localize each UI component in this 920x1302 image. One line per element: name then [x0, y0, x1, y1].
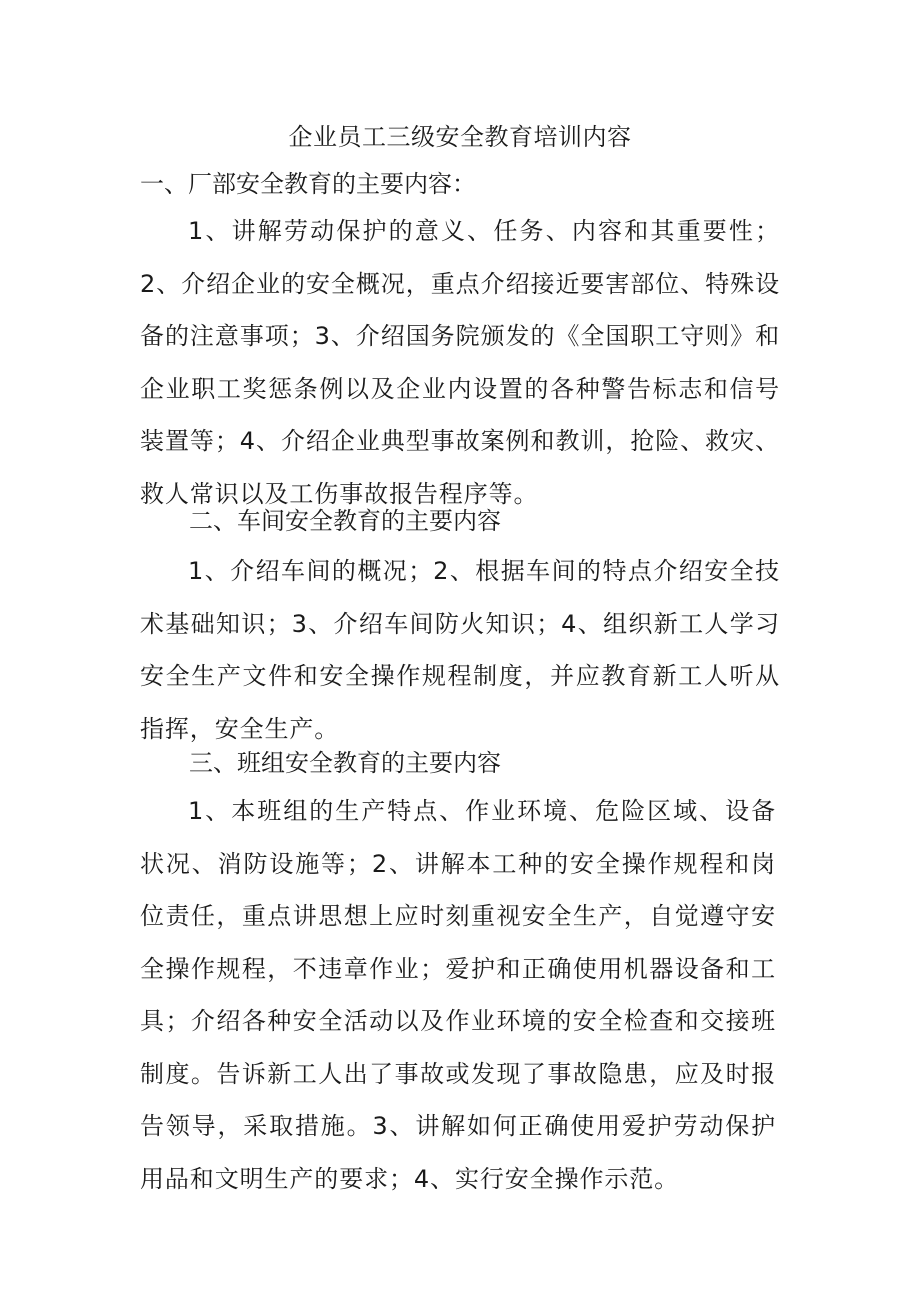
section-3-body: 1、本班组的生产特点、作业环境、危险区域、设备状况、消防设施等；2、讲解本工种的安全操作规程和岗位责任，重点讲思想上应时刻重视安全生产，自觉遵守安全操作规程，不违章作业；爱护和正确使用机器设备和工具；介绍各种安全活动以及作业环境的安全检查和交接班制度。告诉新工人出了事故或发现了事故隐患，应及时报告领导，采取措施。3、讲解如何正确使用爱护劳动保护用品和文明生产的要求；4、实行安全操作示范。 [140, 797, 776, 1193]
document-title: 企业员工三级安全教育培训内容 [288, 123, 632, 151]
section-1-heading: 一、厂部安全教育的主要内容： [140, 170, 476, 198]
section-1-body: 1、讲解劳动保护的意义、任务、内容和其重要性；2、介绍企业的安全概况，重点介绍接近要害部位、特殊设备的注意事项；3、介绍国务院颁发的《全国职工守则》和企业职工奖惩条例以及企业内设置的各种警告标志和信号装置等；4、介绍企业典型事故案例和教训，抢险、救灾、救人常识以及工伤事故报告程序等。 [140, 217, 780, 508]
section-2-heading: 二、车间安全教育的主要内容 [189, 507, 501, 535]
section-3-heading: 三、班组安全教育的主要内容 [189, 749, 501, 777]
section-2-body: 1、介绍车间的概况；2、根据车间的特点介绍安全技术基础知识；3、介绍车间防火知识；4、组织新工人学习安全生产文件和安全操作规程制度，并应教育新工人听从指挥，安全生产。 [140, 557, 780, 743]
